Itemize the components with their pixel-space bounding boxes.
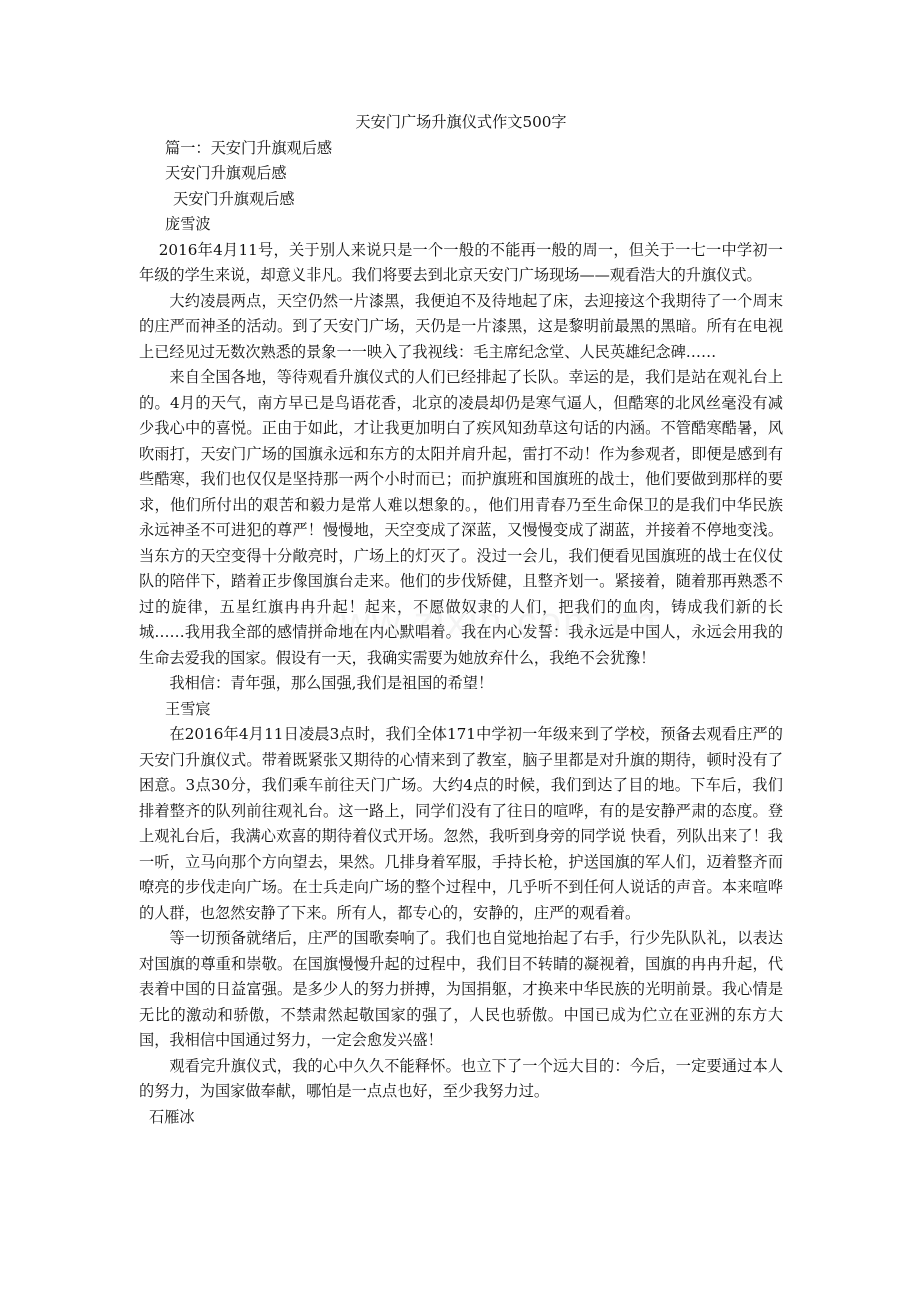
section-heading: 篇一：天安门升旗观后感 bbox=[165, 138, 333, 157]
author-name: 王雪宸 bbox=[165, 699, 211, 718]
author-name: 庞雪波 bbox=[165, 215, 211, 233]
author-name: 石雁冰 bbox=[149, 1107, 195, 1126]
paragraph: 观看完升旗仪式，我的心中久久不能释怀。也立下了一个远大目的：今后，一定要通过本人的努力，为国家做奉献，哪怕是一点点也好，至少我努力过。 bbox=[139, 1056, 783, 1100]
document-title: 天安门广场升旗仪式作文500字 bbox=[355, 113, 567, 131]
article-title: 天安门升旗观后感 bbox=[165, 164, 287, 182]
paragraph: 来自全国各地，等待观看升旗仪式的人们已经排起了长队。幸运的是，我们是站在观礼台上的。4月的天气，南方早已是鸟语花香，北京的凌晨却仍是寒气逼人，但酷寒的北风丝毫没有减少我心中的喜悦。正由于如此，才让我更加明白了疾风知劲草这句话的内涵。不管酷寒酷暑，风吹雨打，天安门广场的国旗永远和东方的太阳并肩升起，雷打不动！作为参观者，即便是感到有些酷寒，我们也仅仅是坚持那一两个小时而已；而护旗班和国旗班的战士，他们要做到那样的要求，他们所付出的艰苦和毅力是常人难以想象的。，他们用青春乃至生命保卫的是我们中华民族永远神圣不可进犯的尊严！慢慢地，天空变成了深蓝，又慢慢变成了湖蓝，并接着不停地变浅。当东方的天空变得十分敞亮时，广场上的灯灭了。没过一会儿，我们便看见国旗班的战士在仪仗队的陪伴下，踏着正步像国旗台走来。他们的步伐矫健，且整齐划一。紧接着，随着那再熟悉不过的旋律，五星红旗冉冉升起！起来，不愿做奴隶的人们，把我们的血肉，铸成我们新的长城……我用我全部的感情拼命地在内心默唱着。我在内心发誓：我永远是中国人，永远会用我的生命去爱我的国家。假设有一天，我确实需要为她放弃什么，我绝不会犹豫！ bbox=[139, 368, 783, 667]
paragraph: 等一切预备就绪后，庄严的国歌奏响了。我们也自觉地抬起了右手，行少先队队礼，以表达对国旗的尊重和崇敬。在国旗慢慢升起的过程中，我们目不转睛的凝视着，国旗的冉冉升起，代表着中国的日益富强。是多少人的努力拼搏，为国捐躯，才换来中华民族的光明前景。我心情是无比的激动和骄傲，不禁肃然起敬国家的强了，人民也骄傲。中国已成为伫立在亚洲的东方大国，我相信中国通过努力，一定会愈发兴盛！ bbox=[139, 929, 783, 1049]
document-body bbox=[139, 110, 783, 1130]
article-subtitle: 天安门升旗观后感 bbox=[173, 189, 295, 208]
paragraph: 大约凌晨两点，天空仍然一片漆黑，我便迫不及待地起了床，去迎接这个我期待了一个周末的庄严而神圣的活动。到了天安门广场，天仍是一片漆黑，这是黎明前最黑的黑暗。所有在电视上已经见过无数次熟悉的景象一一映入了我视线：毛主席纪念堂、人民英雄纪念碑…… bbox=[139, 291, 783, 361]
paragraph: 我相信：青年强，那么国强,我们是祖国的希望！ bbox=[169, 674, 494, 692]
paragraph: 在2016年4月11日凌晨3点时，我们全体171中学初一年级来到了学校，预备去观看庄严的天安门升旗仪式。带着既紧张又期待的心情来到了教室，脑子里都是对升旗的期待，顿时没有了困意。3点30分，我们乘车前往天门广场。大约4点的时候，我们到达了目的地。下车后，我们排着整齐的队列前往观礼台。这一路上，同学们没有了往日的喧哗，有的是安静严肃的态度。登上观礼台后，我满心欢喜的期待着仪式开场。忽然，我听到身旁的同学说 快看，列队出来了！我一听，立马向那个方向望去，果然。几排身着军服，手持长枪，护送国旗的军人们，迈着整齐而嘹亮的步伐走向广场。在士兵走向广场的整个过程中，几乎听不到任何人说话的声音。本来喧哗的人群，也忽然安静了下来。所有人，都专心的，安静的，庄严的观看着。 bbox=[139, 725, 783, 922]
paragraph: 2016年4月11号，关于别人来说只是一个一般的不能再一般的周一，但关于一七一中学初一年级的学生来说，却意义非凡。我们将要去到北京天安门广场现场——观看浩大的升旗仪式。 bbox=[139, 240, 783, 284]
